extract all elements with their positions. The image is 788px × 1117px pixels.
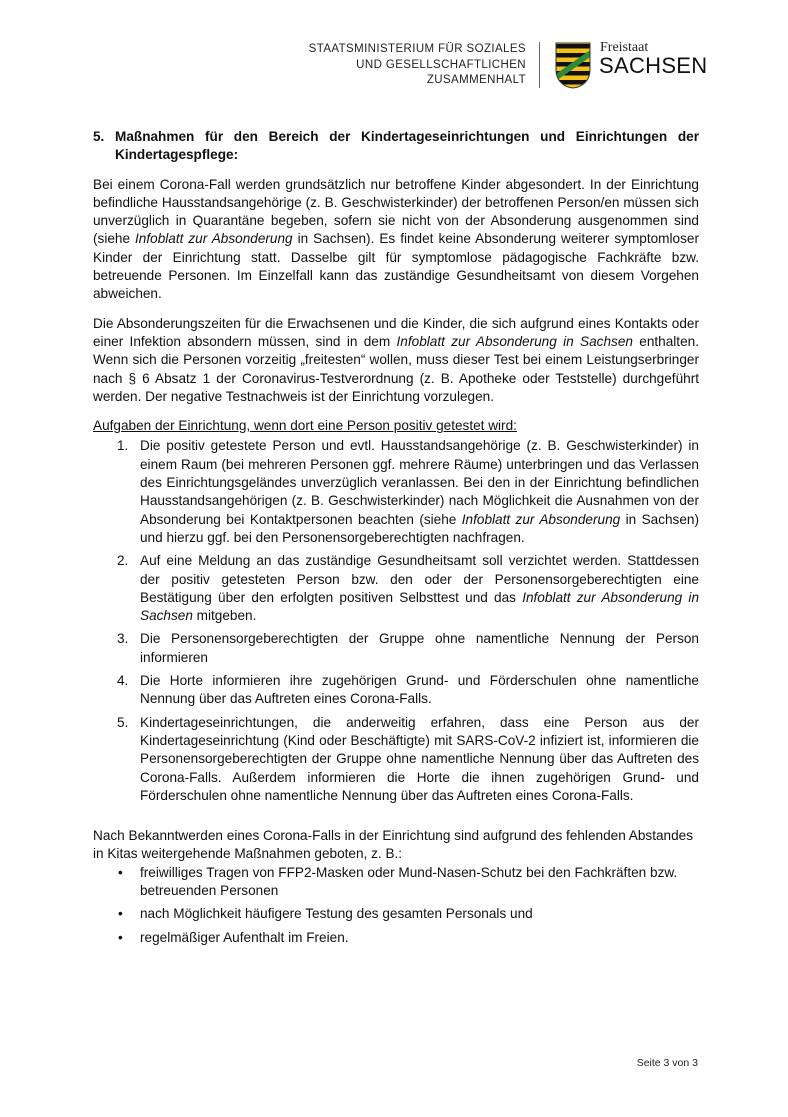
ministry-name	[300, 42, 526, 89]
paragraph-isolation	[93, 176, 699, 304]
infoblatt-reference: Infoblatt zur Absonderung	[461, 511, 621, 527]
ministry-line: STAATSMINISTERIUM FÜR SOZIALES	[308, 43, 526, 55]
list-number: 3.	[117, 631, 129, 647]
list-item	[93, 714, 699, 805]
tasks-title: Aufgaben der Einrichtung, wenn dort eine Person positiv getestet wird:	[93, 418, 517, 434]
list-text: regelmäßiger Aufenthalt im Freien.	[140, 929, 349, 945]
ministry-line: ZUSAMMENHALT	[426, 74, 526, 86]
list-number: 2.	[117, 553, 129, 569]
document-body	[93, 128, 699, 952]
header-divider	[539, 42, 540, 88]
section-heading	[93, 128, 699, 165]
list-item	[93, 630, 699, 667]
list-number: 4.	[117, 673, 129, 689]
infoblatt-reference: Infoblatt zur Absonderung in Sachsen	[140, 589, 700, 624]
bullet-icon: •	[118, 906, 123, 922]
section-number: 5.	[93, 129, 105, 144]
text-span: Die positiv getestete Person und evtl. Hausstandsangehörige (z. B. Geschwisterkinder) in einem Raum (bei mehreren Personen ggf. mehrere Räume) unterbringen und das Verlassen des Einrichtungsgeländes unverzüglich veranlassen. Bei den in der Einrichtung befindlichen Hausstandsangehörigen (z. B. Geschwisterkinder) nach Möglichkeit die Ausnahmen von der Absonderung bei Kontaktpersonen beachten (siehe	[140, 438, 699, 527]
list-text: Die Horte informieren ihre zugehörigen Grund- und Förderschulen ohne namentliche Nennung über das Auftreten eines Corona-Falls.	[140, 673, 699, 707]
text-span: in Sachsen). Es findet keine Absonderung weiterer symptomloser Kinder der Einrichtung statt. Dasselbe gilt für symptomlose pädagogische Fachkräfte bzw. betreuende Personen. Im Einzelfall kann das zuständige Gesundheitsamt von diesem Vorgehen abweichen.	[93, 231, 699, 302]
page-number: Seite 3 von 3	[636, 1057, 698, 1069]
logo-freistaat: Freistaat	[600, 40, 649, 55]
document-header	[0, 0, 788, 100]
list-item	[93, 929, 699, 947]
ministry-line: UND GESELLSCHAFTLICHEN	[356, 58, 526, 71]
text-span: mitgeben.	[192, 608, 257, 624]
infoblatt-reference: Infoblatt zur Absonderung in Sachsen	[396, 333, 633, 349]
list-number: 5.	[117, 714, 129, 730]
list-text: Kindertageseinrichtungen, die anderweitig erfahren, dass eine Person aus der Kindertageseinrichtung (Kind oder Beschäftigte) mit SARS-CoV-2 infiziert ist, informieren die Personensorgeberechtigten der Gruppe ohne namentliche Nennung über das Auftreten des Corona-Falls. Außerdem informieren die Horte die ihnen zugehörigen Grund- und Förderschulen ohne namentliche Nennung über das Auftreten eines Corona-Falls.	[140, 714, 699, 803]
list-item	[93, 672, 699, 709]
text-span: Bei einem Corona-Fall werden grundsätzlich nur betroffene Kinder abgesondert. In der Einrichtung befindliche Hausstandsangehörige (z. B. Geschwisterkinder) der betroffenen Person/en müssen sich unverzüglich in Quarantäne begeben, sofern sie nicht von der Absonderung ausgenommen sind (siehe	[93, 176, 699, 247]
bullet-icon: •	[118, 929, 123, 945]
list-item	[93, 864, 699, 901]
list-text: Die Personensorgeberechtigten der Gruppe ohne namentliche Nennung der Person informieren	[140, 631, 699, 665]
list-text: nach Möglichkeit häufigere Testung des gesamten Personals und	[140, 906, 533, 922]
list-text: freiwilliges Tragen von FFP2-Masken oder Mund-Nasen-Schutz bei den Fachkräften bzw. betreuenden Personen	[140, 864, 678, 898]
list-item	[93, 905, 699, 923]
text-span: in Sachsen) und hierzu ggf. bei den Personensorgeberechtigten nachfragen.	[140, 511, 699, 545]
saxony-coat-of-arms-icon	[555, 42, 591, 89]
list-item	[93, 437, 699, 547]
text-span: Auf eine Meldung an das zuständige Gesundheitsamt soll verzichtet werden. Stattdessen der positiv getesteten Person bzw. den oder der Personensorgeberechtigten eine Bestätigung über den erfolgten positiven Selbsttest und das	[140, 553, 699, 605]
measures-list	[93, 864, 699, 947]
measures-intro: Nach Bekanntwerden eines Corona-Falls in der Einrichtung sind aufgrund des fehlenden Abstandes in Kitas weitergehende Maßnahmen geboten, z. B.:	[93, 828, 694, 862]
infoblatt-reference: Infoblatt zur Absonderung	[135, 231, 293, 247]
paragraph-isolation-periods	[93, 315, 699, 406]
list-item	[93, 552, 699, 625]
text-span: enthalten. Wenn sich die Personen vorzeitig „freitesten“ wollen, muss dieser Test bei einem Leistungserbringer nach § 6 Absatz 1 der Coronavirus-Testverordnung (z. B. Apotheke oder Teststelle) durchgeführt werden. Der negative Testnachweis ist der Einrichtung vorzulegen.	[93, 333, 699, 404]
section-title: Maßnahmen für den Bereich der Kindertageseinrichtungen und Einrichtungen der Kindertagespflege:	[115, 129, 699, 163]
tasks-list	[93, 437, 699, 805]
text-span: Die Absonderungszeiten für die Erwachsenen und die Kinder, die sich aufgrund eines Kontakts oder einer Infektion absondern müssen, sind in dem	[93, 315, 699, 349]
logo-sachsen: SACHSEN	[599, 53, 708, 78]
bullet-icon: •	[118, 864, 123, 880]
list-number: 1.	[117, 438, 129, 454]
